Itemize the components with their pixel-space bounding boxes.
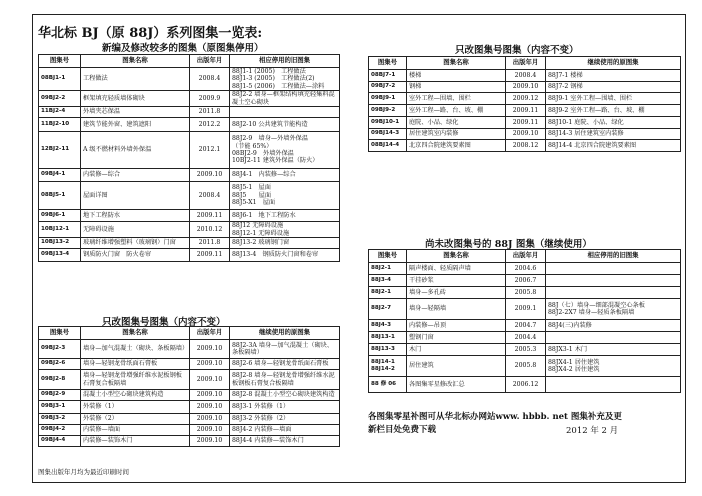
publish-date-cell: 2009.1 [506,299,546,320]
old-atlas-cell [546,332,681,344]
table-row [369,275,681,287]
atlas-code-cell: 09BJ2-9 [39,390,81,401]
table-row [39,249,340,262]
old-atlas-cell: 88J13-2 玻璃钢门窗 [230,238,340,249]
old-atlas-cell: 88J4(三)内装修 [546,320,681,332]
publish-date-cell: 2012.1 [190,132,230,169]
atlas-code-cell: 12BJ2-11 [39,132,81,169]
atlas-name-cell: 内装修—装饰木门 [81,436,190,447]
table-row [369,356,681,377]
atlas-code-cell: 09BJ4-2 [39,425,81,436]
old-atlas-cell [546,263,681,275]
old-atlas-cell: 88J9-2 室外工程—路、台、坡、棚 [546,105,681,117]
atlas-code-cell: 09BJ3-2 [39,414,81,425]
publish-date-cell: 2012.2 [190,118,230,132]
atlas-name-cell: 各图集零星修改汇总 [407,377,506,393]
old-atlas-cell: 88J4-2 内装修—墙面 [230,425,340,436]
table-row [369,129,681,140]
atlas-code-cell: 10BJ13-2 [39,238,81,249]
table-row [39,132,340,169]
table-row [39,91,340,107]
publish-date-cell: 2005.8 [506,287,546,299]
page-title: 华北标 BJ（原 88J）系列图集一览表: [38,26,263,41]
table-row [39,414,340,425]
table-row [39,436,340,447]
table-row [39,107,340,118]
publish-date-cell: 2009.10 [190,436,230,447]
column-header: 出版年月 [190,55,230,68]
publish-date-cell: 2006.12 [506,377,546,393]
atlas-name-cell: A 级不燃材料外墙外保温 [81,132,190,169]
table-header-row [369,57,681,70]
atlas-name-cell: 地下工程防水 [81,210,190,222]
old-atlas-cell: 88J3-1 外装修（1） [230,401,340,414]
atlas-name-cell: 玻璃纤维增强塑料（玻璃钢）门窗 [81,238,190,249]
atlas-name-cell: 塑钢门窗 [407,332,506,344]
table-header-row [39,327,340,340]
old-atlas-cell [546,275,681,287]
old-atlas-cell: 88J14-3 居住建筑室内装修 [546,129,681,140]
atlas-name-cell: 框架填充轻质墙体砌块 [81,91,190,107]
download-note-line1: 各图集零星补图可从华北标办网站www. hbbb. net 图集补充及更 [368,412,622,422]
table-row [39,359,340,370]
atlas-name-cell: 内装修—综合 [81,169,190,182]
download-note-line2: 新栏目处免费下载 [368,425,437,435]
atlas-name-cell: 无障碍设施 [81,222,190,238]
atlas-code-cell: 11BJ2-4 [39,107,81,118]
publish-date-cell: 2006.7 [506,275,546,287]
old-atlas-cell: 88J4-1 内装修—综合 [230,169,340,182]
table-row [369,287,681,299]
old-atlas-cell: 88J2-3A 墙身—加气混凝土（砌块、条板隔墙） [230,340,340,359]
table-row [369,140,681,152]
publish-date-cell: 2009.10 [190,359,230,370]
atlas-name-cell: 墙身—轻隔墙 [407,299,506,320]
publish-date-cell: 2004.4 [506,332,546,344]
old-atlas-cell: 88J4-4 内装修—装饰木门 [230,436,340,447]
old-atlas-cell: 88J2-8 墙身—轻钢龙骨增强纤维水泥板钢板石膏复合板隔墙 [230,370,340,390]
table-row [39,340,340,359]
publish-date-cell: 2009.10 [506,129,546,140]
old-atlas-cell: 88JX3-1 木门 [546,344,681,356]
publish-date-cell: 2009.9 [190,91,230,107]
atlas-code-cell: 88J13-1 [369,332,407,344]
atlas-code-cell: 08BJ1-1 [39,68,81,91]
publish-date-cell: 2009.10 [190,414,230,425]
atlas-name-cell: 外墙夹芯保温 [81,107,190,118]
old-atlas-cell: 88J14-4 北京四合院建筑要素图 [546,140,681,152]
column-header: 图集名称 [407,250,506,263]
publish-date-cell: 2009.10 [190,370,230,390]
atlas-name-cell: 钢质防火门窗 防火卷帘 [81,249,190,262]
column-header: 相应停用的旧图集 [546,250,681,263]
publish-date-cell: 2009.10 [190,169,230,182]
atlas-code-cell: 88J13-3 [369,344,407,356]
atlas-name-cell: 北京四合院建筑要素图 [407,140,506,152]
atlas-code-cell: 09BJ2-2 [39,91,81,107]
publish-date-cell: 2004.6 [506,263,546,275]
old-atlas-cell: 88J10-1 庭院、小品、绿化 [546,117,681,129]
publish-date-cell: 2005.3 [506,344,546,356]
old-atlas-cell: 88J2-9 墙身—外墙外保温 （节能 65%） 08BJ2-9 外墙外保温 10BJ2-11 建筑外保温（防火） [230,132,340,169]
table-row [39,425,340,436]
publish-date-cell: 2009.10 [190,390,230,401]
atlas-code-cell: 11BJ2-10 [39,118,81,132]
old-atlas-cell: 88J2-8 混凝土小型空心砌块建筑构造 [230,390,340,401]
column-header: 图集号 [39,55,81,68]
atlas-code-cell: 09BJ3-1 [39,401,81,414]
atlas-code-cell: 09BJ14-3 [369,129,407,140]
old-atlas-cell [230,107,340,118]
atlas-name-cell: 墙身—轻钢龙骨纸面石膏板 [81,359,190,370]
column-header: 图集名称 [81,55,190,68]
atlas-name-cell: 钢梯 [407,82,506,93]
atlas-name-cell: 室外工程—围墙、围栏 [407,93,506,105]
table-row [369,377,681,393]
publish-date-cell: 2008.12 [506,140,546,152]
table-row [369,117,681,129]
changed-atlas-subtitle-right: 只改图集号图集（内容不变） [455,45,579,56]
publish-date-cell: 2009.10 [190,425,230,436]
atlas-code-cell: 08BJ5-1 [39,182,81,210]
publish-date-cell: 2009.11 [190,249,230,262]
table-header-row [39,55,340,68]
old-atlas-cell: 88J12 无障碍设施 88J12-1 无障碍设施 [230,222,340,238]
atlas-name-cell: 木门 [407,344,506,356]
atlas-code-cell: 09BJ13-4 [39,249,81,262]
publish-date-cell: 2009.10 [190,340,230,359]
atlas-name-cell: 墙身—多孔砖 [407,287,506,299]
column-header: 相应停用的旧图集 [230,55,340,68]
atlas-name-cell: 室外工程—路、台、坡、棚 [407,105,506,117]
atlas-code-cell: 88J2-1 [369,287,407,299]
column-header: 图集号 [369,57,407,70]
table-row [39,401,340,414]
atlas-name-cell: 混凝土小型空心砌块建筑构造 [81,390,190,401]
table-row [39,210,340,222]
table-row [39,390,340,401]
changed-atlas-subtitle-left: 只改图集号图集（内容不变） [102,317,226,328]
unchanged-atlas-subtitle: 尚未改图集号的 88J 图集（继续使用） [425,239,592,250]
atlas-name-cell: 工程做法 [81,68,190,91]
atlas-code-cell: 10BJ12-1 [39,222,81,238]
table-row [369,344,681,356]
table-row [369,105,681,117]
publish-date-cell: 2011.8 [190,107,230,118]
column-header: 出版年月 [506,57,546,70]
footnote: 图集出版年月均为最近印刷时间 [38,468,129,476]
changed-atlas-table-right [368,56,681,152]
atlas-name-cell: 居住建筑 [407,356,506,377]
atlas-name-cell: 屋面详图 [81,182,190,210]
atlas-code-cell: 09BJ6-1 [39,210,81,222]
old-atlas-cell: 88J1-1 (2005) 工程做法 88J1-3 (2005) 工程做法(2) 88J1-5 (2006) 工程做法—涂料 [230,68,340,91]
table-row [39,182,340,210]
atlas-code-cell: 09BJ4-4 [39,436,81,447]
atlas-code-cell: 09BJ2-6 [39,359,81,370]
atlas-code-cell: 88J4-3 [369,320,407,332]
atlas-code-cell: 09BJ2-8 [39,370,81,390]
publish-date-cell: 2008.4 [190,182,230,210]
atlas-name-cell: 墙身—加气混凝土（砌块、条板隔墙） [81,340,190,359]
old-atlas-cell: 88J2-10 公共建筑节能构造 [230,118,340,132]
atlas-name-cell: 居住建筑室内装修 [407,129,506,140]
column-header: 继续使用的原图集 [230,327,340,340]
old-atlas-cell: 88J（七）墙身—细部混凝空心条板 88J2-2X7 墙身—轻质条板隔墙 [546,299,681,320]
table-row [39,169,340,182]
publish-date-cell: 2009.11 [190,210,230,222]
publish-date-cell: 2005.8 [506,356,546,377]
atlas-code-cell: 09BJ9-1 [369,93,407,105]
atlas-code-cell: 08BJ7-1 [369,70,407,82]
atlas-name-cell: 楼梯 [407,70,506,82]
table-row [369,263,681,275]
table-header-row [369,250,681,263]
old-atlas-cell [546,377,681,393]
publish-date-cell: 2009.12 [506,93,546,105]
table-row [369,70,681,82]
release-date: 2012 年 2 月 [566,426,619,436]
atlas-name-cell: 外装修（1） [81,401,190,414]
unchanged-atlas-table [368,249,681,393]
old-atlas-cell: 88J6-1 地下工程防水 [230,210,340,222]
publish-date-cell: 2008.4 [190,68,230,91]
column-header: 出版年月 [506,250,546,263]
table-row [39,118,340,132]
table-row [369,320,681,332]
old-atlas-cell: 88JX4-1 居住建筑 88JX4-2 居住建筑 [546,356,681,377]
atlas-name-cell: 外装修（2） [81,414,190,425]
atlas-code-cell: 88J3-4 [369,275,407,287]
new-atlas-table [38,54,340,262]
publish-date-cell: 2009.11 [506,117,546,129]
atlas-code-cell: 09BJ2-3 [39,340,81,359]
table-row [39,222,340,238]
publish-date-cell: 2004.7 [506,320,546,332]
table-row [369,332,681,344]
changed-atlas-table-left [38,326,340,447]
atlas-name-cell: 内装修—吊顶 [407,320,506,332]
atlas-code-cell: 09BJ7-2 [369,82,407,93]
publish-date-cell: 2009.10 [506,82,546,93]
atlas-code-cell: 88 修 06 [369,377,407,393]
publish-date-cell: 2011.8 [190,238,230,249]
atlas-name-cell: 庭院、小品、绿化 [407,117,506,129]
atlas-name-cell: 内装修—墙面 [81,425,190,436]
old-atlas-cell: 88J7-1 楼梯 [546,70,681,82]
publish-date-cell: 2009.11 [506,105,546,117]
atlas-code-cell: 88J2-7 [369,299,407,320]
table-row [369,299,681,320]
publish-date-cell: 2008.4 [506,70,546,82]
old-atlas-cell: 88J3-2 外装修（2） [230,414,340,425]
atlas-name-cell: 墙身—轻钢龙骨增强纤维水泥板钢板石膏复合板隔墙 [81,370,190,390]
table-row [369,82,681,93]
old-atlas-cell: 88J7-2 钢梯 [546,82,681,93]
column-header: 图集号 [39,327,81,340]
old-atlas-cell [546,287,681,299]
table-row [369,93,681,105]
column-header: 图集名称 [407,57,506,70]
new-atlas-subtitle: 新编及修改较多的图集（原图集停用） [102,43,264,54]
atlas-code-cell: 09BJ10-1 [369,117,407,129]
column-header: 图集名称 [81,327,190,340]
publish-date-cell: 2010.12 [190,222,230,238]
table-row [39,370,340,390]
column-header: 出版年月 [190,327,230,340]
old-atlas-cell: 88J2-6 墙身—轻钢龙骨纸面石膏板 [230,359,340,370]
old-atlas-cell: 88J13-4 钢质防火门窗和卷帘 [230,249,340,262]
column-header: 图集号 [369,250,407,263]
atlas-name-cell: 建筑节能外窗、建筑遮阳 [81,118,190,132]
atlas-code-cell: 08BJ14-4 [369,140,407,152]
publish-date-cell: 2009.10 [190,401,230,414]
old-atlas-cell: 88J5-1 屋面 88J5 屋面 88J5-X1 屋面 [230,182,340,210]
table-row [39,68,340,91]
old-atlas-cell: 88J2-2 墙身—框架结构填充轻集料混凝土空心砌块 [230,91,340,107]
old-atlas-cell: 88J9-1 室外工程—围墙、围栏 [546,93,681,105]
atlas-code-cell: 09BJ4-1 [39,169,81,182]
atlas-code-cell: 88J14-1 88J14-2 [369,356,407,377]
atlas-name-cell: 干挂砂浆 [407,275,506,287]
atlas-code-cell: 09BJ9-2 [369,105,407,117]
column-header: 继续使用的原图集 [546,57,681,70]
table-row [39,238,340,249]
atlas-code-cell: 88J2-1 [369,263,407,275]
atlas-name-cell: 隔声楼面、轻质隔声墙 [407,263,506,275]
